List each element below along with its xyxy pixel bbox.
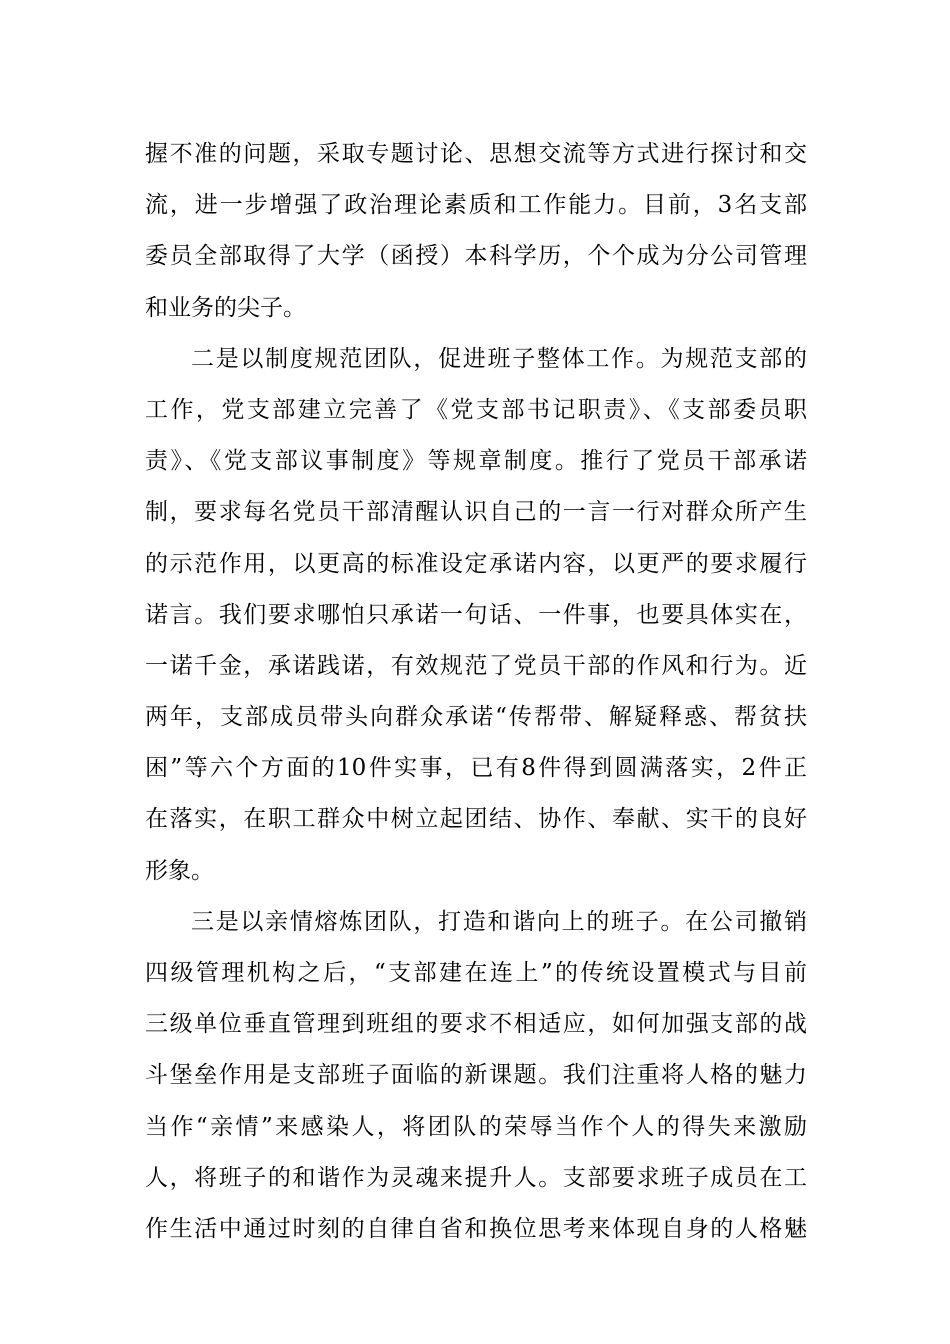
- text-line: 当作“亲情”来感染人，将团队的荣辱当作个人的得失来激励: [145, 1113, 807, 1140]
- body-text: [145, 129, 807, 1255]
- paragraph-start-line: 二是以制度规范团队，促进班子整体工作。为规范支部的: [191, 345, 807, 372]
- text-line: 一诺千金，承诺践诺，有效规范了党员干部的作风和行为。近: [145, 652, 807, 679]
- text-line: 制，要求每名党员干部清醒认识自己的一言一行对群众所产生: [145, 499, 807, 526]
- text-line: 责》、《党支部议事制度》等规章制度。推行了党员干部承诺: [145, 448, 807, 475]
- text-line: 人，将班子的和谐作为灵魂来提升人。支部要求班子成员在工: [145, 1164, 807, 1191]
- paragraph-start-line: 三是以亲情熔炼团队，打造和谐向上的班子。在公司撤销: [191, 908, 807, 935]
- text-line: 在落实，在职工群众中树立起团结、协作、奉献、实干的良好: [145, 806, 807, 833]
- text-line: 委员全部取得了大学（函授）本科学历，个个成为分公司管理: [145, 243, 807, 270]
- text-line: 困”等六个方面的10件实事，已有8件得到圆满落实，2件正: [145, 755, 807, 782]
- text-line: 作生活中通过时刻的自律自省和换位思考来体现自身的人格魅: [145, 1215, 807, 1242]
- text-line: 握不准的问题，采取专题讨论、思想交流等方式进行探讨和交: [145, 141, 807, 167]
- text-line: 工作，党支部建立完善了《党支部书记职责》、《支部委员职: [145, 396, 807, 423]
- text-line: 形象。: [145, 857, 214, 884]
- text-line: 两年，支部成员带头向群众承诺“传帮带、解疑释惑、帮贫扶: [145, 704, 807, 731]
- text-line: 三级单位垂直管理到班组的要求不相适应，如何加强支部的战: [145, 1011, 807, 1038]
- text-line: 和业务的尖子。: [145, 294, 306, 321]
- text-line: 斗堡垒作用是支部班子面临的新课题。我们注重将人格的魅力: [145, 1062, 807, 1089]
- text-line: 流，进一步增强了政治理论素质和工作能力。目前，3名支部: [145, 192, 807, 219]
- text-line: 的示范作用，以更高的标准设定承诺内容，以更严的要求履行: [145, 550, 807, 577]
- text-line: 四级管理机构之后，“支部建在连上”的传统设置模式与目前: [145, 960, 807, 986]
- text-line: 诺言。我们要求哪怕只承诺一句话、一件事，也要具体实在，: [145, 601, 807, 628]
